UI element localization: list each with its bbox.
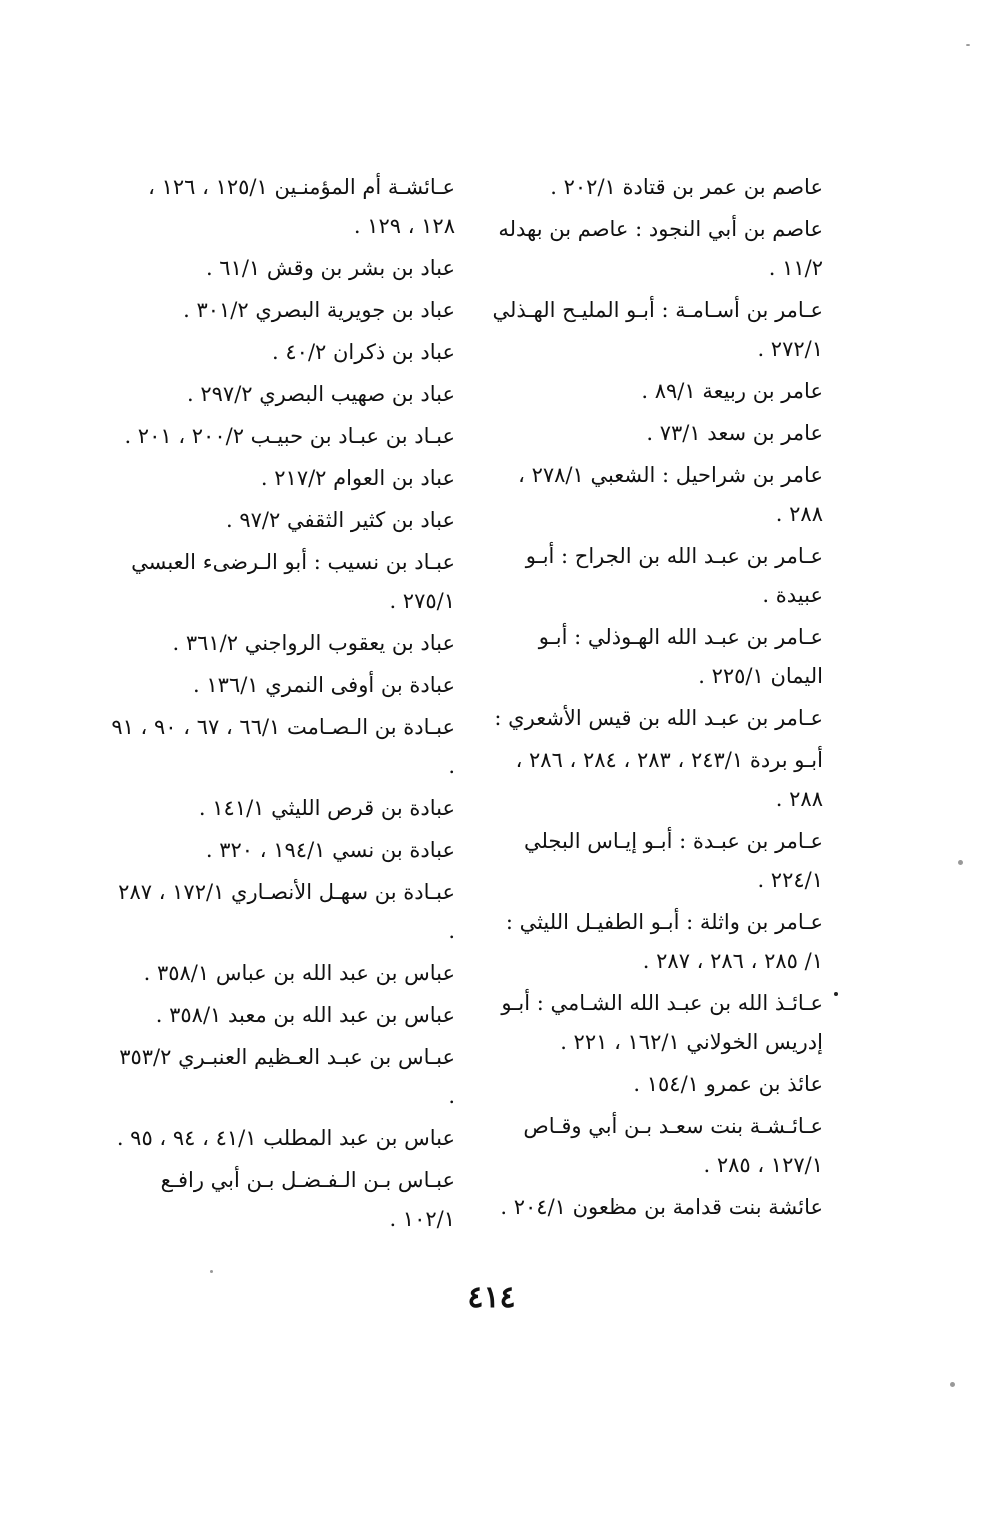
index-entry: عبادة بن قرص الليثي ١٤١/١ . — [198, 796, 455, 820]
margin-dot — [834, 992, 838, 996]
index-entry: عبـادة بن الـصـامت ٦٦/١ ، ٦٧ ، ٩٠ ، ٩١ . — [111, 715, 455, 778]
index-column-left — [110, 168, 455, 1242]
index-entry: عباد بن ذكران ٤٠/٢ . — [272, 340, 455, 364]
index-entry: عبـاس بن عبـد العـظيم العنبـري ٣٥٣/٢ . — [119, 1045, 455, 1108]
index-entry: عـامر بن عبـد الله بن قيس الأشعري : — [494, 706, 823, 730]
index-entry: عباد بن العوام ٢١٧/٢ . — [260, 466, 455, 490]
index-entry: عـائـشـة بنت سعـد بـن أبي وقـاص ١٢٧/١ ، ٢٨٥ . — [523, 1114, 823, 1177]
scan-speck — [210, 1270, 213, 1273]
index-entry: عبـاس بـن الـفـضـل بـن أبي رافـع ١٠٢/١ . — [160, 1168, 455, 1231]
index-entry: عاصم بن عمر بن قتادة ٢٠٢/١ . — [550, 175, 823, 199]
index-entry: عاصم بن أبي النجود : عاصم بن بهدله ١١/٢ . — [498, 217, 823, 280]
index-entry: عباد بن بشر بن وقش ٦١/١ . — [205, 256, 455, 280]
scan-speck — [950, 1382, 955, 1387]
index-entry: عـائـذ الله بن عبـد الله الشـامي : أبـو إدريس الخولاني ١٦٢/١ ، ٢٢١ . — [501, 991, 823, 1054]
index-entry: عبـاد بن نسيب : أبو الـرضىء العبسي ٢٧٥/١ . — [131, 550, 455, 613]
index-entry: عامر بن سعد ٧٣/١ . — [646, 421, 823, 445]
index-entry: عباد بن صهيب البصري ٢٩٧/٢ . — [187, 382, 455, 406]
scan-speck — [958, 860, 963, 865]
index-entry: أبـو بردة ٢٤٣/١ ، ٢٨٣ ، ٢٨٤ ، ٢٨٦ ، ٢٨٨ . — [515, 748, 823, 811]
page-number: ٤١٤ — [467, 1280, 516, 1315]
index-entry: عباد بن جويرية البصري ٣٠١/٢ . — [183, 298, 455, 322]
index-entry: عباس بن عبد الله بن معبد ٣٥٨/١ . — [155, 1003, 455, 1027]
index-entry: عـائشـة أم المؤمنـين ١٢٥/١ ، ١٢٦ ، ١٢٨ ، ١٢٩ . — [148, 175, 455, 238]
index-entry: عباد بن كثير الثقفي ٩٧/٢ . — [225, 508, 455, 532]
index-entry: عباس بن عبد المطلب ٤١/١ ، ٩٤ ، ٩٥ . — [116, 1126, 455, 1150]
index-entry: عبـاد بن عبـاد بن حبيـب ٢٠٠/٢ ، ٢٠١ . — [124, 424, 455, 448]
index-entry: عباد بن يعقوب الرواجني ٣٦١/٢ . — [172, 631, 455, 655]
index-entry: عبادة بن أوفى النمري ١٣٦/١ . — [193, 673, 455, 697]
index-entry: عـامر بن عبـدة : أبـو إيـاس البجلي ٢٢٤/١ . — [523, 829, 823, 892]
index-entry: عـامر بن واثلة : أبـو الطفيـل الليثي : ١/ ٢٨٥ ، ٢٨٦ ، ٢٨٧ . — [505, 910, 823, 973]
index-entry: عـامر بن أسـامـة : أبـو المليـح الهـذلي ٢٧٢/١ . — [492, 298, 823, 361]
index-entry: عبادة بن نسي ١٩٤/١ ، ٣٢٠ . — [205, 838, 455, 862]
index-entry: عائذ بن عمرو ١٥٤/١ . — [633, 1072, 823, 1096]
index-entry: عباس بن عبد الله بن عباس ٣٥٨/١ . — [143, 961, 455, 985]
index-entry: عـامر بن عبـد الله الهـوذلي : أبـو اليمان ٢٢٥/١ . — [538, 625, 823, 688]
index-entry: عائشة بنت قدامة بن مظعون ٢٠٤/١ . — [500, 1195, 823, 1219]
index-entry: عـامر بن عبـد الله بن الجراح : أبـو عبيدة . — [525, 544, 823, 607]
index-column-right — [483, 168, 823, 1230]
index-entry: عامر بن ربيعة ٨٩/١ . — [641, 379, 823, 403]
index-entry: عامر بن شراحيل : الشعبي ٢٧٨/١ ، ٢٨٨ . — [518, 463, 823, 526]
index-entry: عبـادة بن سهـل الأنصـاري ١٧٢/١ ، ٢٨٧ . — [118, 880, 455, 943]
scan-speck — [966, 44, 970, 46]
